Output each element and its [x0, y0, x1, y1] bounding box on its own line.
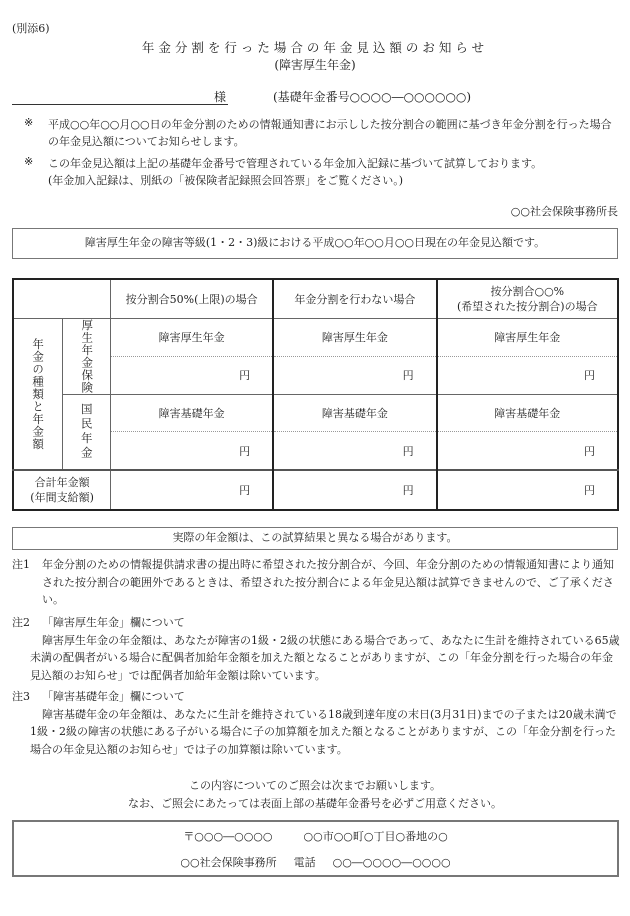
note-label: 注1 [12, 558, 30, 571]
amount-cell: 障害厚生年金 円 [111, 318, 273, 394]
office-name: ○○社会保険事務所 [180, 856, 277, 869]
issuer: ○○社会保険事務所長 [510, 205, 618, 218]
total-amount-cell: 円 [111, 470, 273, 510]
amount-cell: 障害基礎年金 円 [437, 394, 618, 470]
amount-cell: 障害基礎年金 円 [273, 394, 436, 470]
note-text: 障害厚生年金の年金額は、あなたが障害の1級・2級の状態にある場合であって、あなたに生計を維持されている65歳未満の配偶者がいる場合に配偶者加給年金額を加えた額となることがありますが、この「年金分割を行った場合の年金見込額のお知らせ」では配偶者加給年金額は除いています。 [30, 633, 620, 682]
note-3 [12, 688, 620, 758]
document-subtitle: (障害厚生年金) [274, 58, 356, 72]
note-label: 注3 [12, 690, 30, 703]
disclaimer-box: 実際の年金額は、この試算結果と異なる場合があります。 [12, 527, 618, 550]
note-label: 注2 [12, 616, 30, 629]
note-text: 年金分割のための情報提供請求書の提出時に希望された按分割合が、今回、年金分割のための情報通知書により通知された按分割合の範囲外であるときは、希望された按分割合による年金見込額は試算できませんので、ご了承ください。 [42, 558, 614, 606]
notice-subtext: (年金加入記録は、別紙の「被保険者記録照会回答票」をご覧ください。) [48, 174, 404, 187]
group-label-cell [13, 318, 63, 470]
amount-cell: 障害基礎年金 円 [111, 394, 273, 470]
category-cell: 厚生年金保険 [63, 318, 111, 394]
total-amount-cell: 円 [437, 470, 618, 510]
category-cell: 国民年金 [63, 394, 111, 470]
honorific: 様 [213, 90, 226, 104]
contact-address-line [14, 830, 617, 844]
table-row [13, 318, 618, 394]
attachment-label: (別添6) [12, 22, 50, 35]
phone-number: ○○―○○○○―○○○○ [332, 856, 451, 869]
amount-cell: 障害厚生年金 円 [273, 318, 436, 394]
notice-2 [24, 155, 619, 189]
total-amount-cell: 円 [273, 470, 436, 510]
pension-number: (基礎年金番号○○○○―○○○○○○) [273, 90, 472, 104]
pension-estimate-table [12, 278, 619, 511]
note-heading: 「障害基礎年金」欄について [42, 690, 185, 703]
group-label: 年金の種類と年金額 [31, 337, 46, 450]
note-1 [12, 556, 620, 609]
note-heading: 「障害厚生年金」欄について [42, 616, 185, 629]
column-header: 按分割合○○% (希望された按分割合)の場合 [437, 279, 618, 318]
total-row [13, 470, 618, 510]
notice-1 [24, 116, 619, 150]
addressee-name-field [12, 90, 228, 105]
contact-intro-1: この内容についてのご照会は次までお願いします。 [189, 779, 441, 792]
column-header: 年金分割を行わない場合 [273, 279, 436, 318]
note-2 [12, 614, 620, 684]
contact-intro-2: なお、ご照会にあたっては表面上部の基礎年金番号を必ずご用意ください。 [128, 797, 502, 810]
note-text: 障害基礎年金の年金額は、あなたに生計を維持されている18歳到達年度の末日(3月31日)までの子または20歳未満で1級・2級の障害の状態にある子がいる場合に子の加算額を加えた額となることがありますが、この「年金分割を行った場合の年金見込額のお知らせ」では子の加算額は除いています。 [30, 707, 617, 756]
table-row [13, 394, 618, 470]
notice-mark: ※ [24, 155, 34, 168]
contact-phone-line [14, 856, 617, 870]
address: ○○市○○町○丁目○番地の○ [303, 830, 448, 843]
notice-text: 平成○○年○○月○○日の年金分割のための情報通知書にお示しした按分割合の範囲に基づき年金分割を行った場合の年金見込額についてお知らせします。 [48, 118, 612, 148]
document-title: 年金分割を行った場合の年金見込額のお知らせ [141, 40, 489, 55]
notice-mark: ※ [24, 116, 34, 129]
column-header: 按分割合50%(上限)の場合 [111, 279, 273, 318]
phone-label: 電話 [293, 856, 316, 869]
table-header-row [13, 279, 618, 318]
total-label-cell: 合計年金額 (年間支給額) [13, 470, 111, 510]
postal-code: 〒○○○―○○○○ [183, 830, 273, 843]
notice-text: この年金見込額は上記の基礎年金番号で管理されている年金加入記録に基づいて試算しております。 [48, 157, 543, 170]
contact-box [12, 820, 619, 877]
summary-box: 障害厚生年金の障害等級(1・2・3)級における平成○○年○○月○○日現在の年金見込額です。 [12, 228, 618, 259]
corner-cell [13, 279, 111, 318]
amount-cell: 障害厚生年金 円 [437, 318, 618, 394]
